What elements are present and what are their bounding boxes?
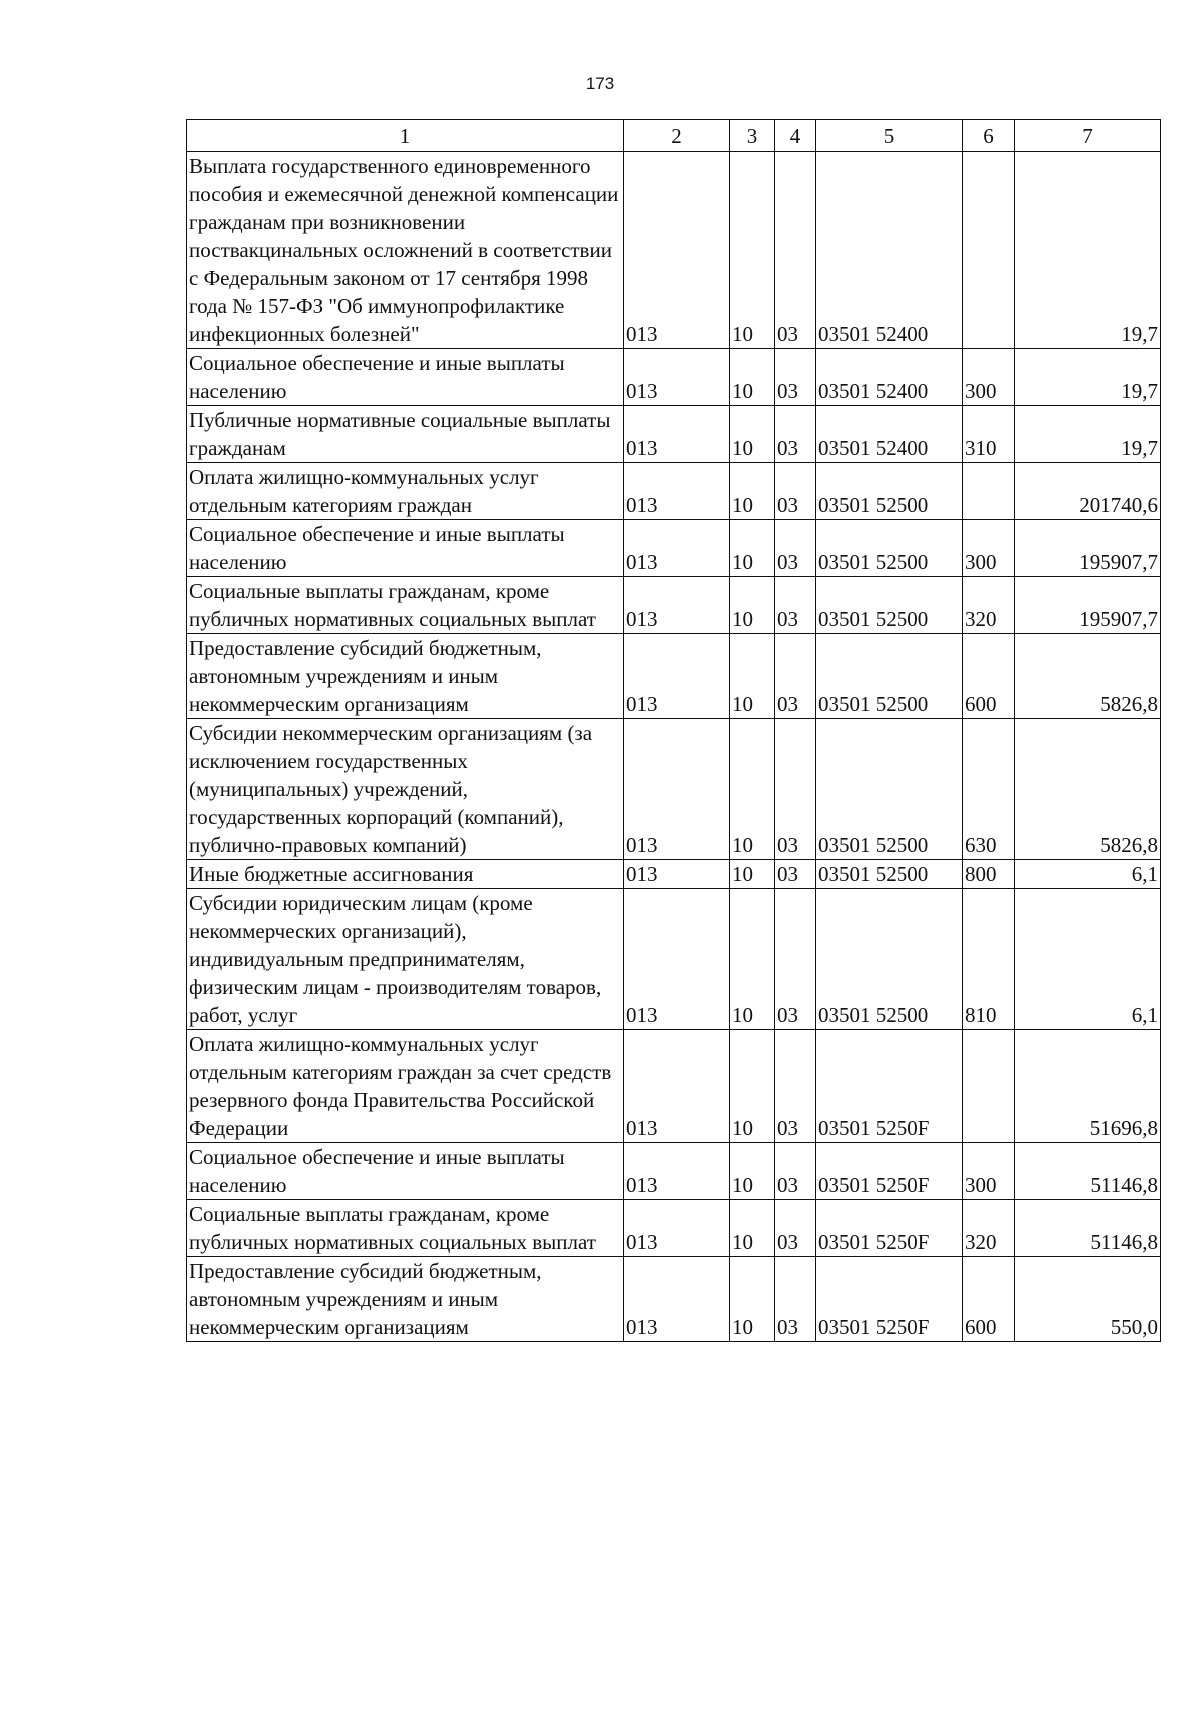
expense-type-code: 630 <box>963 719 1015 860</box>
section-code: 10 <box>730 1143 775 1200</box>
expense-name: Субсидии некоммерческим организациям (за исключением государственных (муниципальных) учреждений, государственных корпораций (компаний), публично-правовых компаний) <box>187 719 624 860</box>
target-article-code: 03501 5250F <box>816 1143 963 1200</box>
ministry-code: 013 <box>624 577 730 634</box>
target-article-code: 03501 52500 <box>816 719 963 860</box>
header-cell: 3 <box>730 120 775 152</box>
ministry-code: 013 <box>624 860 730 889</box>
target-article-code: 03501 52500 <box>816 889 963 1030</box>
subsection-code: 03 <box>775 1030 816 1143</box>
expense-name: Оплата жилищно-коммунальных услуг отдельным категориям граждан за счет средств резервного фонда Правительства Российской Федерации <box>187 1030 624 1143</box>
header-cell: 4 <box>775 120 816 152</box>
ministry-code: 013 <box>624 889 730 1030</box>
expense-type-code <box>963 152 1015 349</box>
expense-name: Социальное обеспечение и иные выплаты населению <box>187 520 624 577</box>
section-code: 10 <box>730 349 775 406</box>
table-row <box>187 152 1161 349</box>
table-row <box>187 349 1161 406</box>
subsection-code: 03 <box>775 1257 816 1342</box>
expense-type-code: 320 <box>963 577 1015 634</box>
expense-name: Субсидии юридическим лицам (кроме некоммерческих организаций), индивидуальным предпринимателям, физическим лицам - производителям товаров, работ, услуг <box>187 889 624 1030</box>
section-code: 10 <box>730 463 775 520</box>
table-row <box>187 406 1161 463</box>
amount: 6,1 <box>1015 860 1161 889</box>
amount: 5826,8 <box>1015 634 1161 719</box>
expense-name: Публичные нормативные социальные выплаты гражданам <box>187 406 624 463</box>
section-code: 10 <box>730 577 775 634</box>
expense-name: Социальные выплаты гражданам, кроме публичных нормативных социальных выплат <box>187 1200 624 1257</box>
table-row <box>187 463 1161 520</box>
header-cell: 1 <box>187 120 624 152</box>
expense-type-code: 600 <box>963 634 1015 719</box>
target-article-code: 03501 5250F <box>816 1257 963 1342</box>
section-code: 10 <box>730 1257 775 1342</box>
expense-type-code: 320 <box>963 1200 1015 1257</box>
subsection-code: 03 <box>775 520 816 577</box>
amount: 51146,8 <box>1015 1200 1161 1257</box>
ministry-code: 013 <box>624 463 730 520</box>
expense-type-code <box>963 1030 1015 1143</box>
table-row <box>187 860 1161 889</box>
ministry-code: 013 <box>624 1200 730 1257</box>
expense-name: Социальные выплаты гражданам, кроме публичных нормативных социальных выплат <box>187 577 624 634</box>
table-row <box>187 634 1161 719</box>
expense-type-code: 300 <box>963 1143 1015 1200</box>
section-code: 10 <box>730 889 775 1030</box>
table-row <box>187 889 1161 1030</box>
section-code: 10 <box>730 152 775 349</box>
page-number: 173 <box>585 74 615 93</box>
subsection-code: 03 <box>775 463 816 520</box>
amount: 51696,8 <box>1015 1030 1161 1143</box>
header-cell: 5 <box>816 120 963 152</box>
amount: 195907,7 <box>1015 577 1161 634</box>
table-row <box>187 719 1161 860</box>
amount: 5826,8 <box>1015 719 1161 860</box>
ministry-code: 013 <box>624 1143 730 1200</box>
target-article-code: 03501 52500 <box>816 520 963 577</box>
amount: 550,0 <box>1015 1257 1161 1342</box>
subsection-code: 03 <box>775 1200 816 1257</box>
subsection-code: 03 <box>775 406 816 463</box>
expense-type-code: 600 <box>963 1257 1015 1342</box>
section-code: 10 <box>730 520 775 577</box>
subsection-code: 03 <box>775 634 816 719</box>
subsection-code: 03 <box>775 889 816 1030</box>
ministry-code: 013 <box>624 520 730 577</box>
header-cell: 7 <box>1015 120 1161 152</box>
header-cell: 6 <box>963 120 1015 152</box>
ministry-code: 013 <box>624 1257 730 1342</box>
target-article-code: 03501 52500 <box>816 860 963 889</box>
expense-type-code: 310 <box>963 406 1015 463</box>
target-article-code: 03501 5250F <box>816 1200 963 1257</box>
ministry-code: 013 <box>624 1030 730 1143</box>
subsection-code: 03 <box>775 152 816 349</box>
target-article-code: 03501 52400 <box>816 152 963 349</box>
budget-table <box>186 119 1161 1342</box>
section-code: 10 <box>730 1200 775 1257</box>
section-code: 10 <box>730 719 775 860</box>
table-row <box>187 520 1161 577</box>
expense-name: Социальное обеспечение и иные выплаты населению <box>187 1143 624 1200</box>
target-article-code: 03501 5250F <box>816 1030 963 1143</box>
target-article-code: 03501 52500 <box>816 463 963 520</box>
expense-type-code: 300 <box>963 520 1015 577</box>
subsection-code: 03 <box>775 577 816 634</box>
table-row <box>187 1030 1161 1143</box>
target-article-code: 03501 52500 <box>816 634 963 719</box>
expense-name: Социальное обеспечение и иные выплаты населению <box>187 349 624 406</box>
expense-name: Оплата жилищно-коммунальных услуг отдельным категориям граждан <box>187 463 624 520</box>
expense-type-code: 810 <box>963 889 1015 1030</box>
expense-type-code <box>963 463 1015 520</box>
amount: 19,7 <box>1015 152 1161 349</box>
amount: 201740,6 <box>1015 463 1161 520</box>
target-article-code: 03501 52400 <box>816 349 963 406</box>
amount: 51146,8 <box>1015 1143 1161 1200</box>
amount: 195907,7 <box>1015 520 1161 577</box>
expense-name: Иные бюджетные ассигнования <box>187 860 624 889</box>
amount: 19,7 <box>1015 406 1161 463</box>
ministry-code: 013 <box>624 634 730 719</box>
subsection-code: 03 <box>775 860 816 889</box>
ministry-code: 013 <box>624 349 730 406</box>
ministry-code: 013 <box>624 152 730 349</box>
expense-name: Предоставление субсидий бюджетным, автономным учреждениям и иным некоммерческим организациям <box>187 634 624 719</box>
target-article-code: 03501 52500 <box>816 577 963 634</box>
section-code: 10 <box>730 860 775 889</box>
section-code: 10 <box>730 634 775 719</box>
expense-type-code: 800 <box>963 860 1015 889</box>
ministry-code: 013 <box>624 719 730 860</box>
ministry-code: 013 <box>624 406 730 463</box>
header-row <box>187 120 1161 152</box>
expense-name: Выплата государственного единовременного пособия и ежемесячной денежной компенсации гражданам при возникновении поствакцинальных осложнений в соответствии с Федеральным законом от 17 сентября 1998 года № 157-ФЗ "Об иммунопрофилактике инфекционных болезней" <box>187 152 624 349</box>
header-cell: 2 <box>624 120 730 152</box>
amount: 19,7 <box>1015 349 1161 406</box>
amount: 6,1 <box>1015 889 1161 1030</box>
subsection-code: 03 <box>775 719 816 860</box>
subsection-code: 03 <box>775 1143 816 1200</box>
subsection-code: 03 <box>775 349 816 406</box>
expense-type-code: 300 <box>963 349 1015 406</box>
expense-name: Предоставление субсидий бюджетным, автономным учреждениям и иным некоммерческим организациям <box>187 1257 624 1342</box>
section-code: 10 <box>730 1030 775 1143</box>
table-row <box>187 1143 1161 1200</box>
table-row <box>187 1257 1161 1342</box>
section-code: 10 <box>730 406 775 463</box>
table-row <box>187 577 1161 634</box>
table-row <box>187 1200 1161 1257</box>
target-article-code: 03501 52400 <box>816 406 963 463</box>
